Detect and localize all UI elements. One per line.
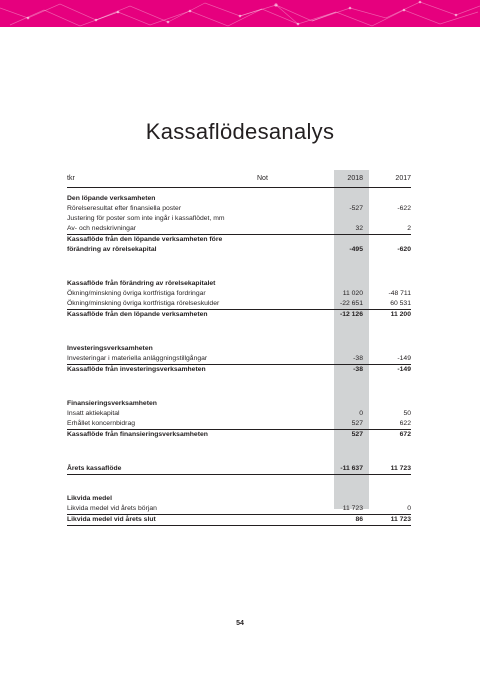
table-row [67, 299, 411, 309]
row-label: Likvida medel vid årets början [67, 505, 157, 512]
row-label: Ökning/minskning övriga kortfristiga rörelseskulder [67, 300, 220, 307]
value-2017: 60 531 [390, 300, 411, 307]
value-2017: -620 [397, 246, 411, 253]
table-row [67, 419, 411, 429]
row-label: Den löpande verksamheten [67, 195, 156, 202]
year-cash-flow-row [67, 464, 411, 475]
section-heading [67, 399, 411, 409]
table-row [67, 224, 411, 234]
table-row [67, 354, 411, 364]
value-2017: 622 [399, 420, 411, 427]
subtotal-row [67, 309, 411, 320]
row-label: Kassaflöde från den löpande verksamheten före [67, 236, 223, 243]
value-2018: 32 [355, 225, 363, 232]
table-row [67, 204, 411, 214]
value-2018: 86 [355, 516, 363, 523]
row-label: Av- och nedskrivningar [67, 225, 137, 232]
section-heading [67, 279, 411, 289]
network-pattern-icon [0, 0, 480, 27]
row-label: förändring av rörelsekapital [67, 246, 157, 253]
row-label: Erhållet koncernbidrag [67, 420, 136, 427]
page-number: 54 [236, 620, 244, 627]
value-2017: -48 711 [388, 290, 411, 297]
value-2018: -38 [353, 355, 363, 362]
row-label: Likvida medel vid årets slut [67, 516, 156, 523]
value-2017: 0 [407, 505, 411, 512]
value-2017: -149 [397, 366, 411, 373]
value-2017: 11 723 [390, 465, 411, 472]
value-2017: 50 [403, 410, 411, 417]
row-label: Likvida medel [67, 495, 112, 502]
table-header-row [67, 170, 411, 188]
value-2017: 11 723 [390, 516, 411, 523]
top-banner [0, 0, 480, 27]
value-2018: 11 020 [342, 290, 363, 297]
row-label: Investeringar i materiella anläggningstillgångar [67, 355, 208, 362]
value-2018: 527 [351, 431, 363, 438]
column-header-2018: 2018 [347, 175, 363, 182]
column-header-note: Not [257, 175, 268, 182]
value-2017: 2 [407, 225, 411, 232]
value-2017: -622 [397, 205, 411, 212]
closing-cash-row [67, 514, 411, 526]
column-header-2017: 2017 [395, 175, 411, 182]
value-2018: 527 [351, 420, 363, 427]
table-row [67, 289, 411, 299]
section-heading [67, 194, 411, 204]
row-label: Kassaflöde från den löpande verksamheten [67, 311, 208, 318]
row-label: Kassaflöde från investeringsverksamheten [67, 366, 206, 373]
table-row [67, 214, 411, 224]
subtotal-row-continued [67, 245, 411, 255]
row-label: Kassaflöde från förändring av rörelsekapitalet [67, 280, 216, 287]
row-label: Årets kassaflöde [67, 465, 122, 472]
value-2018: -11 637 [340, 465, 363, 472]
subtotal-row [67, 429, 411, 440]
subtotal-row [67, 234, 411, 245]
row-label: Ökning/minskning övriga kortfristiga fordringar [67, 290, 206, 297]
value-2018: -22 651 [339, 300, 363, 307]
row-label: Rörelseresultat efter finansiella poster [67, 205, 182, 212]
section-heading [67, 344, 411, 354]
column-header-label: tkr [67, 175, 75, 182]
value-2018: -495 [349, 246, 363, 253]
value-2017: 11 200 [390, 311, 411, 318]
row-label: Investeringsverksamheten [67, 345, 153, 352]
page-title: Kassaflödesanalys [145, 119, 335, 144]
row-label: Kassaflöde från finansieringsverksamheten [67, 431, 208, 438]
section-heading [67, 494, 411, 504]
row-label: Finansieringsverksamheten [67, 400, 157, 407]
value-2018: -38 [353, 366, 363, 373]
cash-flow-table [67, 170, 411, 526]
value-2018: 0 [359, 410, 363, 417]
value-2017: 672 [399, 431, 411, 438]
value-2017: -149 [397, 355, 411, 362]
subtotal-row [67, 364, 411, 375]
table-row [67, 409, 411, 419]
value-2018: -527 [349, 205, 363, 212]
table-row [67, 504, 411, 514]
row-label: Justering för poster som inte ingår i kassaflödet, mm [67, 215, 225, 222]
value-2018: 11 723 [342, 505, 363, 512]
value-2018: -12 126 [339, 311, 363, 318]
row-label: Insatt aktiekapital [67, 410, 120, 417]
